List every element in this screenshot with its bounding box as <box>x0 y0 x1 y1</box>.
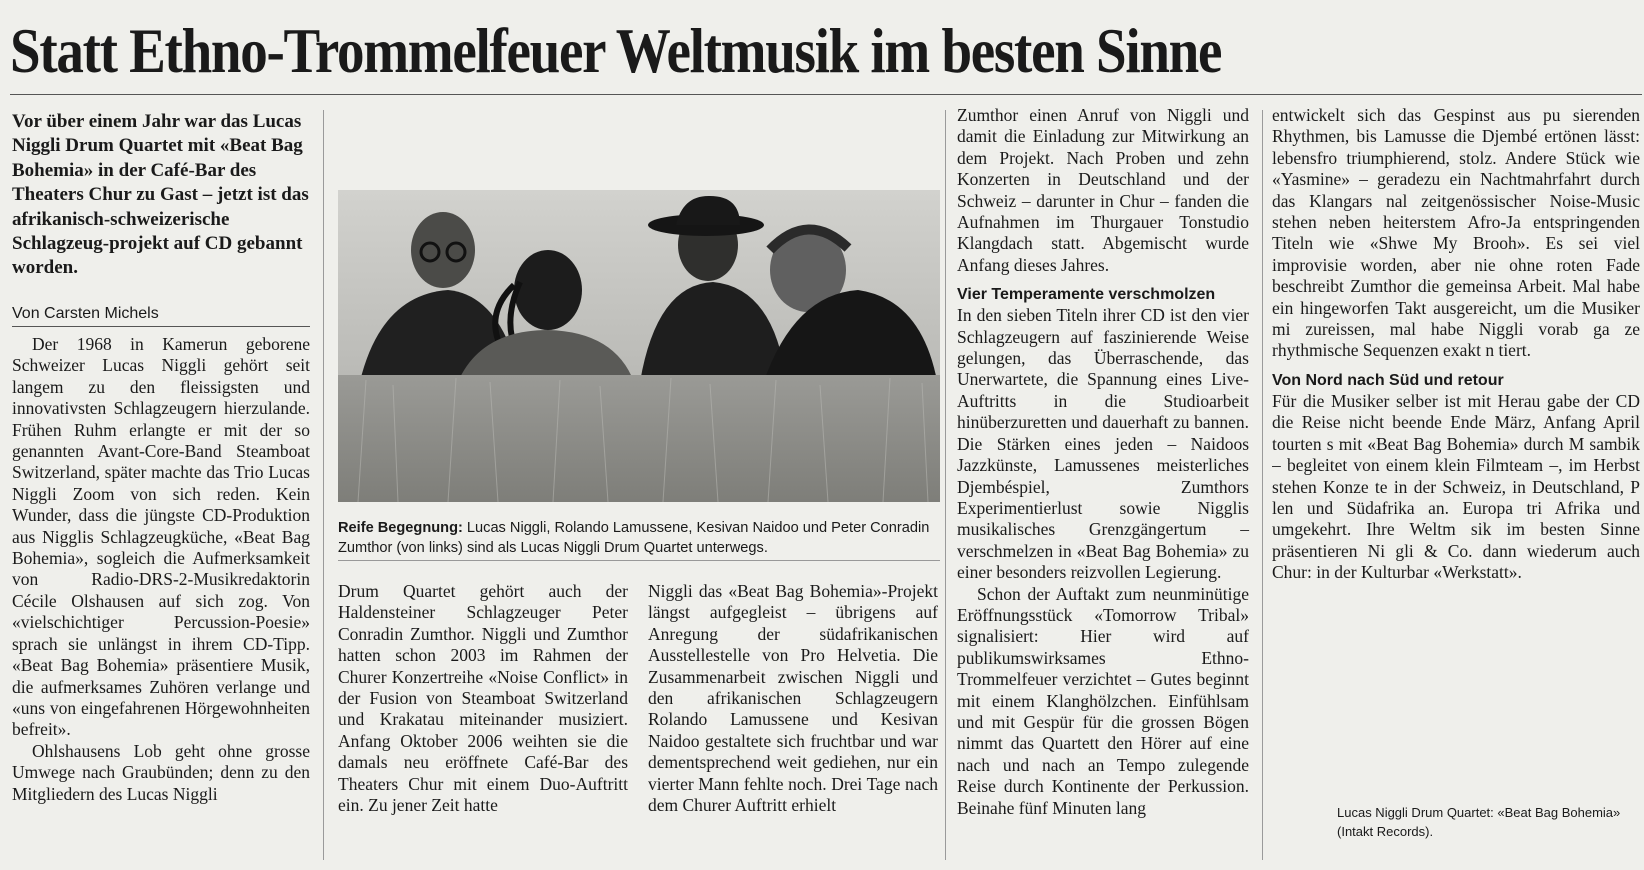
byline-rule <box>12 326 310 327</box>
column-4 <box>957 105 1249 819</box>
section-heading: Von Nord nach Süd und retour <box>1272 371 1504 389</box>
column-1-paragraph-1: Der 1968 in Kamerun geborene Schweizer Lucas Niggli gehört seit langem zu den fleissigsten und innovativsten Schlagzeugern hierzulande. Frühen Ruhm erlangte er mit der so genannten Avant-Core-Band Steamboat Switzerland, später machte das Trio Lucas Niggli Zoom von sich reden. Kein Wunder, dass die jüngste CD-Produktion aus Nigglis Schlagzeugküche, «Beat Bag Bohemia», sogleich die Aufmerksamkeit von Radio-DRS-2-Musikredaktorin Cécile Olshausen auf sich zog. Von «vielschichtiger Percussion-Poesie» sprach sie unlängst in ihrem CD-Tipp. «Beat Bag Bohemia» präsentiere Musik, die aufmerksames Zuhören verlange und «uns von eingefahrenen Hörgewohnheiten befreit». <box>12 334 310 740</box>
column-5-paragraph-1: entwickelt sich das Gespinst aus pu sierenden Rhythmen, bis Lamusse die Djembé ertönen lässt: lebensfro triumphierend, stolz. Andere Stück wie «Yasmine» – geradezu ein Nachtmahrfahrt durch das Klangars nal zeitgenössischer Noise-Music stehen neben heiterstem Afro-Ja entspringenden Titeln wie «Shwe My Brooh». Es sei viel improvisie worden, aber nie ohne roten Fade beschreibt Zumthor die gemeinsa Arbeit. Mal habe ein hingeworfen Takt ausgereicht, um die Musiker mi zureissen, mal habe Niggli vorab ga ze rhythmische Sequenzen exakt n tiert. <box>1272 105 1640 361</box>
caption-text: Lucas Niggli, Rolando Lamussene, Kesivan Naidoo und Peter Conradin Zumthor (von links) sind als Lucas Niggli Drum Quartet unterwegs. <box>338 520 930 556</box>
section-heading: Vier Temperamente verschmolzen <box>957 286 1216 304</box>
column-2-paragraph: Drum Quartet gehört auch der Haldensteiner Schlagzeuger Peter Conradin Zumthor. Niggli und Zumthor hatten schon 2003 im Rahmen der Churer Konzertreihe «Noise Conflict» in der Fusion von Steamboat Switzerland und Krakatau miteinander musiziert. Anfang Oktober 2006 weihten sie die damals neu eröffnete Café-Bar des Theaters Chur mit einem Duo-Auftritt ein. Zu jener Zeit hatte <box>338 581 628 816</box>
band-photo <box>338 190 940 502</box>
column-3 <box>648 581 938 816</box>
band-photo-image <box>338 190 940 502</box>
lead-paragraph: Vor über einem Jahr war das Lucas Niggli Drum Quartet mit «Beat Bag Bohemia» in der Café-Bar des Theaters Chur zu Gast – jetzt ist das afrikanisch-schweizerische Schlagzeug-projekt auf CD gebannt worden. <box>12 111 309 279</box>
headline-rule <box>10 94 1642 95</box>
column-2 <box>338 581 628 816</box>
caption-rule <box>338 560 940 561</box>
caption-label: Reife Begegnung: <box>338 520 463 536</box>
column-3-paragraph: Niggli das «Beat Bag Bohemia»-Projekt längst aufgegleist – übrigens auf Anregung der südafrikanischen Ausstellestelle von Pro Helvetia. Die Zusammenarbeit zwischen Niggli und den afrikanischen Schlagzeugern Rolando Lamussene und Kesivan Naidoo gestaltete sich fruchtbar und war dementsprechend weit gediehen, nur ein vierter Mann fehlte noch. Drei Tage nach dem Churer Auftritt erhielt <box>648 581 938 816</box>
column-4-paragraph-3: Schon der Auftakt zum neunminütige Eröffnungsstück «Tomorrow Tribal» signalisiert: Hier wird auf publikumswirksames Ethno-Trommelfeuer verzichtet – Gutes beginnt mit einem Klanghölzchen. Einfühlsam und mit Gespür für die grossen Bögen nimmt das Quartett den Hörer auf eine nach und nach an Tempo zulegende Reise durch Kontinente der Perkussion. Beinahe fünf Minuten lang <box>957 583 1249 818</box>
column-5 <box>1272 105 1640 584</box>
column-5-paragraph-2: Für die Musiker selber ist mit Herau gabe der CD die Reise nicht beende Ende März, Anfang April tourten s mit «Beat Bag Bohemia» durch M sambik – begleitet von einem klein Filmteam –, im Herbst stehen Konze te in der Schweiz, in Deutschland, P len und Südafrika an. Europa tri Afrika und umgekehrt. Ihre Weltm sik im besten Sinne präsentieren Ni gli & Co. dann wiederum auch Chur: in der Kulturbar «Werkstatt». <box>1272 390 1640 583</box>
column-divider <box>323 110 324 860</box>
column-4-paragraph-2: In den sieben Titeln ihrer CD ist den vier Schlagzeugern auf faszinierende Weise gelungen, das Überraschende, das Unerwartete, die Spannung eines Live-Auftritts in die Studioarbeit hinüberzuretten und dauerhaft zu bannen. Die Stärken eines jeden – Naidoos Jazzkünste, Lamussenes meisterliches Djembéspiel, Zumthors Experimentierlust sowie Nigglis musikalisches Grenzgängertum – verschmelzen in «Beat Bag Bohemia» zu einer besonders reizvollen Legierung. <box>957 305 1249 583</box>
photo-caption <box>338 518 938 558</box>
column-divider <box>1262 110 1263 860</box>
column-1-paragraph-2: Ohlshausens Lob geht ohne grosse Umwege nach Graubünden; denn zu den Mitgliedern des Lucas Niggli <box>12 740 310 804</box>
headline: Statt Ethno-Trommelfeuer Weltmusik im besten Sinne <box>10 15 1222 86</box>
cd-credit: Lucas Niggli Drum Quartet: «Beat Bag Bohemia» (Intakt Records). <box>1337 805 1621 839</box>
column-1 <box>12 334 310 805</box>
column-4-paragraph-1: Zumthor einen Anruf von Niggli und damit die Einladung zur Mitwirkung an dem Projekt. Nach Proben und zehn Konzerten in Deutschland und der Schweiz – darunter in Chur – fanden die Aufnahmen im Thurgauer Tonstudio Klangdach statt. Abgemischt wurde Anfang dieses Jahres. <box>957 105 1249 275</box>
column-divider <box>945 110 946 860</box>
byline: Von Carsten Michels <box>12 305 159 322</box>
